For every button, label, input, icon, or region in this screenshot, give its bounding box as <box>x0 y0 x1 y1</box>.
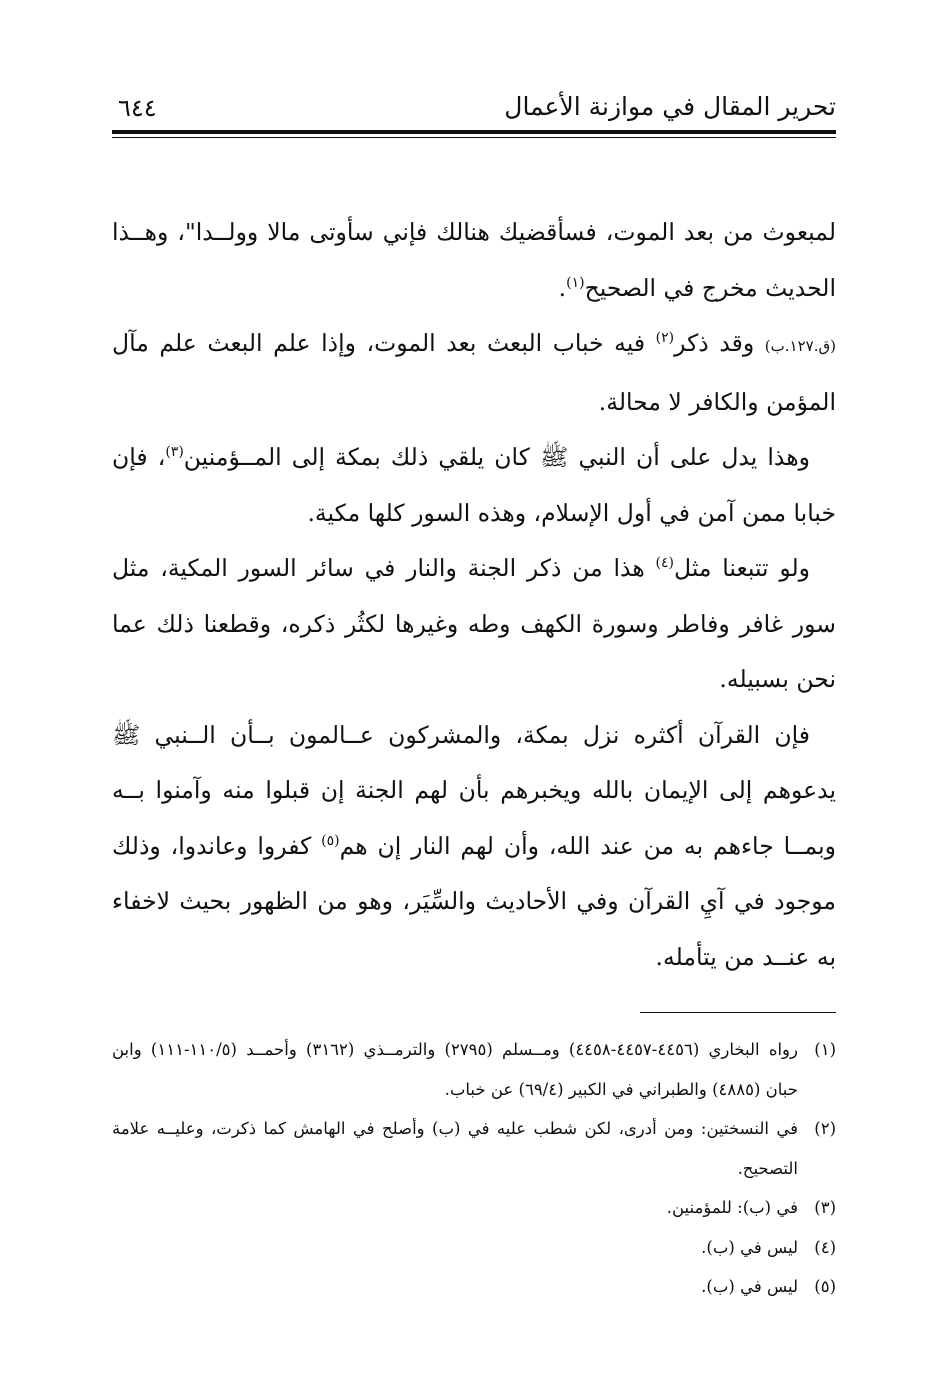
footnote-number: (٢) <box>814 1119 836 1138</box>
manuscript-folio-note: (ق.١٢٧.ب) <box>764 337 836 355</box>
header-rule-thick <box>112 130 836 134</box>
main-text <box>112 205 836 985</box>
paragraph-4 <box>112 541 836 708</box>
footnote-text: في النسختين: ومن أدرى، لكن شطب عليه في (ب) وأصلح في الهامش كما ذكرت، وعليــه علامة التصحيح. <box>112 1119 798 1178</box>
footnote-number: (١) <box>814 1040 836 1059</box>
header-title: تحرير المقال في موازنة الأعمال <box>504 92 836 121</box>
footnote-4 <box>112 1228 836 1268</box>
footnote-ref-3: (٣) <box>165 444 184 461</box>
footnote-1 <box>112 1030 836 1109</box>
paragraph-2-text-b: فيه خباب البعث بعد الموت، وإذا علم البعث علم مآل المؤمن والكافر لا محالة. <box>112 329 836 416</box>
footnote-text: في (ب): للمؤمنين. <box>666 1198 798 1217</box>
paragraph-5-text-a: فإن القرآن أكثره نزل بمكة، والمشركون عــالمون بــأن الــنبي ﷺ يدعوهم إلى الإيمان بالله ويخبرهم بأن لهم الجنة إن قبلوا منه وآمنوا بــه وبمــا جاءهم به من عند الله، وأن لهم النار إن هم <box>112 720 837 860</box>
footnote-ref-2: (٢) <box>655 330 675 347</box>
footnote-separator <box>640 1012 836 1013</box>
paragraph-5 <box>112 708 836 986</box>
footnote-ref-4: (٤) <box>655 555 675 572</box>
paragraph-1-end: . <box>558 273 567 302</box>
footnote-text: ليس في (ب). <box>701 1277 798 1296</box>
paragraph-2 <box>112 316 836 430</box>
footnote-5 <box>112 1267 836 1307</box>
paragraph-3 <box>112 430 836 541</box>
paragraph-5-text-b: كفروا وعاندوا، وذلك موجود في آيِ القرآن وفي الأحاديث والسِّيَر، وهو من الظهور بحيث لاخفاء به عنــد من يتأمله. <box>112 831 836 971</box>
footnote-text: رواه البخاري (٤٤٥٦-٤٤٥٧-٤٤٥٨) ومــسلم (٢٧٩٥) والترمــذي (٣١٦٢) وأحمــد (١١٠/٥-١١١) وابن حبان (٤٨٨٥) والطبراني في الكبير (٦٩/٤) عن خباب. <box>112 1040 798 1099</box>
paragraph-3-text-b: ، فإن خبابا ممن آمن في أول الإسلام، وهذه السور كلها مكية. <box>112 443 836 527</box>
paragraph-1 <box>112 205 836 316</box>
page-number: ٦٤٤ <box>118 94 157 122</box>
paragraph-1-text: لمبعوث من بعد الموت، فسأقضيك هنالك فإني سأوتى مالا وولــدا"، وهــذا الحديث مخرج في الصحيح <box>112 218 836 302</box>
footnote-number: (٥) <box>814 1277 836 1296</box>
footnote-text: ليس في (ب). <box>701 1237 798 1257</box>
footnote-2 <box>112 1109 836 1188</box>
footnote-number: (٤) <box>814 1237 836 1257</box>
footnote-3 <box>112 1188 836 1228</box>
footnote-ref-5: (٥) <box>321 832 340 849</box>
footnote-number: (٣) <box>814 1198 836 1217</box>
paragraph-2-text-a: وقد ذكر <box>674 329 755 357</box>
footnotes <box>112 1030 836 1307</box>
paragraph-3-text-a: وهذا يدل على أن النبي ﷺ كان يلقي ذلك بمكة إلى المــؤمنين <box>183 443 810 471</box>
footnote-ref-1: (١) <box>566 274 585 291</box>
header-rule-thin <box>112 137 836 138</box>
paragraph-4-text-b: هذا من ذكر الجنة والنار في سائر السور المكية، مثل سور غافر وفاطر وسورة الكهف وطه وغيرها لكثُر ذكره، وقطعنا ذلك عما نحن بسبيله. <box>112 554 836 693</box>
running-header <box>112 88 836 128</box>
paragraph-4-text-a: ولو تتبعنا مثل <box>674 554 810 582</box>
